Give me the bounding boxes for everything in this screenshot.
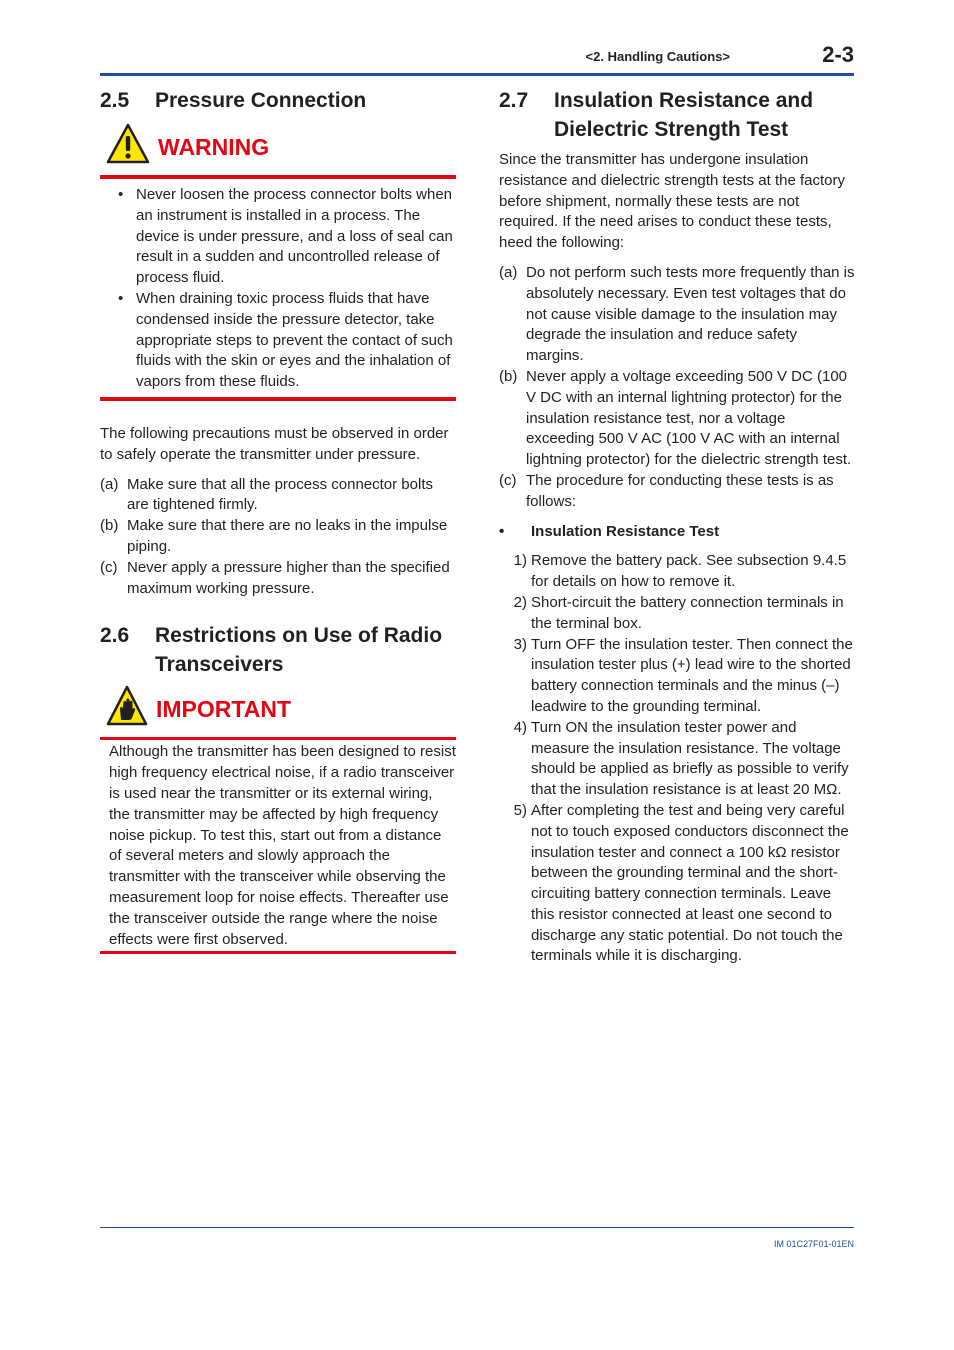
list-marker: (c) <box>499 471 517 489</box>
procedure-step <box>499 635 855 718</box>
list-item <box>499 471 855 513</box>
section-number: 2.6 <box>100 624 130 648</box>
step-text: Remove the battery pack. See subsection 9.4.5 for details on how to remove it. <box>531 552 847 591</box>
step-text: Short-circuit the battery connection terminals in the terminal box. <box>531 593 844 632</box>
list-marker: (b) <box>100 517 119 535</box>
list-marker: (b) <box>499 367 518 385</box>
section-number: 2.5 <box>100 89 130 112</box>
subsection-title: Insulation Resistance Test <box>531 522 720 540</box>
warning-list <box>100 185 456 393</box>
step-number: 1) <box>513 552 527 570</box>
list-item <box>100 558 456 600</box>
list-text: Never apply a pressure higher than the specified maximum working pressure. <box>127 558 450 597</box>
section-title: Restrictions on Use of Radio Transceivers <box>155 624 443 677</box>
right-column <box>499 86 855 967</box>
list-item <box>100 475 456 517</box>
list-item <box>499 367 855 471</box>
step-text: Turn OFF the insulation tester. Then connect the insulation tester plus (+) lead wire to the shorted battery connection terminals and the minus (–) leadwire to the grounding terminal. <box>531 635 853 715</box>
list-item: • When draining toxic process fluids that have condensed inside the pressure detector, take appropriate steps to prevent the contact of such fluids with the skin or eyes and the inhalation of vapors from these fluids. <box>100 289 456 393</box>
step-number: 5) <box>513 801 527 819</box>
page-number: 2-3 <box>822 42 854 67</box>
list-marker: (a) <box>499 263 518 281</box>
procedure-steps <box>499 551 855 967</box>
section-title: Insulation Resistance and Dielectric Strength Test <box>554 89 814 141</box>
important-top-rule <box>100 737 456 740</box>
step-number: 4) <box>513 718 527 736</box>
test-precautions-list <box>499 263 855 513</box>
list-item <box>100 516 456 558</box>
precautions-list <box>100 475 456 600</box>
test-intro: Since the transmitter has undergone insulation resistance and dielectric strength tests at the factory before shipment, normally these tests are not required. If the need arises to conduct these tests, heed the following: <box>499 151 846 252</box>
running-header-section: <2. Handling Cautions> <box>585 49 730 64</box>
important-callout-header <box>100 685 456 733</box>
warning-triangle-icon <box>106 123 150 172</box>
list-text: Make sure that all the process connector bolts are tightened firmly. <box>127 475 433 514</box>
important-label: IMPORTANT <box>156 696 292 723</box>
procedure-step <box>499 801 855 967</box>
procedure-step <box>499 551 855 593</box>
section-2-5-heading <box>100 86 456 115</box>
procedure-step <box>499 593 855 635</box>
procedure-step <box>499 718 855 801</box>
section-title: Pressure Connection <box>155 89 367 112</box>
section-2-6-heading <box>100 621 456 679</box>
list-item: • Never loosen the process connector bolts when an instrument is installed in a process. The device is under pressure, and a loss of seal can result in a sudden and uncontrolled release of process fluid. <box>100 185 456 289</box>
header-rule <box>100 73 854 76</box>
list-text: Make sure that there are no leaks in the impulse piping. <box>127 517 448 555</box>
list-item <box>499 263 855 367</box>
raised-hand-icon <box>106 685 148 734</box>
list-marker: (a) <box>100 475 119 493</box>
important-bottom-rule <box>100 951 456 954</box>
step-number: 2) <box>513 593 527 611</box>
list-text: The procedure for conducting these tests is as follows: <box>526 471 834 510</box>
warning-label: WARNING <box>158 134 270 160</box>
important-text: Although the transmitter has been designed to resist high frequency electrical noise, if a radio transceiver is used near the transmitter or its external wiring, the transmitter may be affected by high frequency noise pickup. To test this, start out from a distance of several meters and slowly approach the transmitter with the transceiver while observing the measurement loop for noise effects. Thereafter use the transceiver outside the range where the noise effects were first observed. <box>109 743 456 948</box>
step-number: 3) <box>513 635 527 653</box>
subsection-bullet: • <box>499 522 505 540</box>
precautions-intro: The following precautions must be observed in order to safely operate the transmitter under pressure. <box>100 424 449 463</box>
warning-callout-header <box>100 123 456 171</box>
left-column <box>100 86 456 954</box>
list-text: Never apply a voltage exceeding 500 V DC (100 V DC with an internal lightning protector) for the insulation resistance test, nor a voltage exceeding 500 V AC (100 V AC with an internal lightning protector) for the dielectric strength test. <box>526 367 852 469</box>
subsection-heading <box>499 522 855 543</box>
list-marker: (c) <box>100 558 118 576</box>
step-text: Turn ON the insulation tester power and measure the insulation resistance. The voltage should be applied as briefly as possible to verify that the insulation resistance is at least 20 MΩ. <box>531 718 849 799</box>
warning-bottom-rule <box>100 397 456 401</box>
list-text: Do not perform such tests more frequently than is absolutely necessary. Even test voltages that do not cause visible damage to the insulation may degrade the insulation and reduce safety margins. <box>526 263 855 365</box>
document-id: IM 01C27F01-01EN <box>773 1239 854 1249</box>
warning-top-rule <box>100 175 456 179</box>
section-number: 2.7 <box>499 89 529 112</box>
step-text: After completing the test and being very careful not to touch exposed conductors disconnect the insulation tester and connect a 100 kΩ resistor between the grounding terminal and the short-circuiting battery connection terminals. Leave this resistor connected at least one second to discharge any static potential. Do not touch the terminals while it is discharging. <box>531 801 849 965</box>
footer-rule <box>100 1227 854 1228</box>
section-2-7-heading <box>499 86 855 144</box>
